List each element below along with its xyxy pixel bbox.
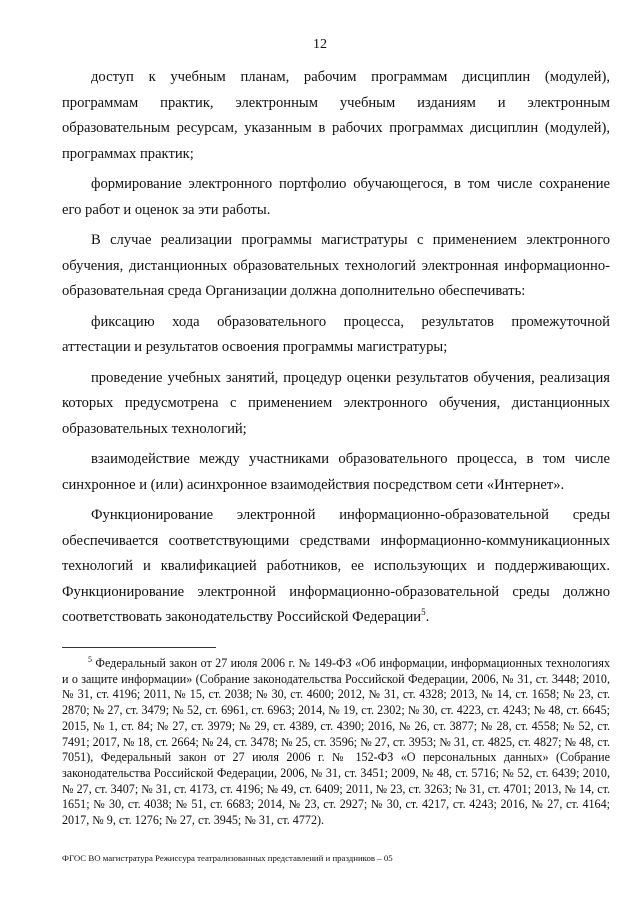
footnote-separator [62,647,216,648]
main-text [62,65,610,631]
footnote [62,656,610,829]
page-number: 12 [313,37,327,52]
footnote-text: Федеральный закон от 27 июля 2006 г. № 149-ФЗ «Об информации, информационных технологиях и о защите информации» (Собрание законодательства Российской Федерации, 2006, № 31, ст. 3448; 2010, № 31, ст. 4196; 2011, № 15, ст. 2038; № 30, ст. 4600; 2012, № 31, ст. 4328; 2013, № 14, ст. 1658; № 23, ст. 2870; № 27, ст. 3479; № 52, ст. 6961, ст. 6963; 2014, № 19, ст. 2302; № 30, ст. 4223, ст. 4243; № 48, ст. 6645; 2015, № 1, ст. 84; № 27, ст. 3979; № 29, ст. 4389, ст. 4390; 2016, № 26, ст. 3877; № 28, ст. 4558; № 52, ст. 7491; 2017, № 18, ст. 2664; № 24, ст. 3478; № 25, ст. 3596; № 27, ст. 3953; № 31, ст. 4825, ст. 4827; № 48, ст. 7051), Федеральный закон от 27 июля 2006 г. № 152-ФЗ «О персональных данных» (Собрание законодательства Российской Федерации, 2006, № 31, ст. 3451; 2009, № 48, ст. 5716; № 52, ст. 6439; 2010, № 27, ст. 3407; № 31, ст. 4173, ст. 4196; № 49, ст. 6409; 2011, № 23, ст. 3263; № 31, ст. 4701; 2013, № 14, ст. 1651; № 30, ст. 4038; № 51, ст. 6683; 2014, № 23, ст. 2927; № 30, ст. 4217, ст. 4243; 2016, № 27, ст. 4164; 2017, № 9, ст. 1276; № 27, ст. 3945; № 31, ст. 4772). [62,656,611,828]
paragraph-interaction: взаимодействие между участниками образовательного процесса, в том числе синхронное и (или) асинхронное взаимодействия посредством сети «Интернет». [62,451,610,493]
paragraph-classes: проведение учебных занятий, процедур оценки результатов обучения, реализация которых предусмотрена с применением электронного обучения, дистанционных образовательных технологий; [62,369,610,437]
paragraph-functioning-text: Функционирование электронной информационно-образовательной среды обеспечивается соответствующими средствами информационно-коммуникационных технологий и квалификацией работников, ее использующих и поддерживающих. Функционирование электронной информационно-образовательной среды должно соответствовать законодательству Российской Федерации [62,507,610,625]
paragraph-portfolio: формирование электронного портфолио обучающегося, в том числе сохранение его работ и оценок за эти работы. [62,176,610,218]
footnote-reference[interactable]: 5 [421,607,426,618]
footnote-marker: 5 [88,654,92,664]
paragraph-access: доступ к учебным планам, рабочим программам дисциплин (модулей), программам практик, электронным учебным изданиям и электронным образовательным ресурсам, указанным в рабочих программах дисциплин (модулей), программах практик; [62,69,610,162]
page-footer: ФГОС ВО магистратура Режиссура театрализованных представлений и праздников – 05 [62,853,393,863]
paragraph-e-learning: В случае реализации программы магистратуры с применением электронного обучения, дистанционных образовательных технологий электронная информационно-образовательная среда Организации должна дополнительно обеспечивать: [62,232,610,299]
paragraph-functioning: Функционирование электронной информационно-образовательной среды обеспечивается соответствующими средствами информационно-коммуникационных технологий и квалификацией работников, ее использующих и поддерживающих. Функционирование электронной информационно-образовательной среды должно соответствовать законодательству Российской Федерации$^5$. [62,507,610,625]
paragraph-fixation: фиксацию хода образовательного процесса, результатов промежуточной аттестации и результатов освоения программы магистратуры; [62,313,610,355]
